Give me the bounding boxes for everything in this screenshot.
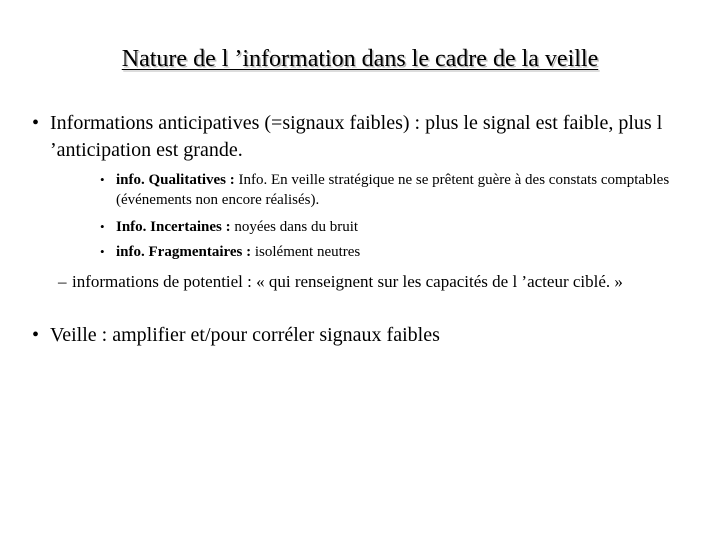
sub-bullet-desc: noyées dans du bruit xyxy=(230,219,359,235)
bullet-veille xyxy=(32,322,692,349)
bullet-marker: • xyxy=(32,112,40,134)
bullet-anticipatives xyxy=(32,110,692,164)
bullet-text: Informations anticipatives (=signaux faibles) : plus le signal est faible, plus l ’anticipation est grande. xyxy=(50,112,663,161)
sub-bullet-incertaines xyxy=(100,217,680,237)
sub-bullet-term: info. Fragmentaires : xyxy=(116,244,252,260)
sub-bullet-term: info. Qualitatives : xyxy=(116,172,235,188)
dash-marker: – xyxy=(58,272,67,291)
sub-bullet-term: Info. Incertaines : xyxy=(116,219,231,235)
sub-bullet-fragmentaires xyxy=(100,242,680,262)
dash-text: informations de potentiel : « qui renseignent sur les capacités de l ’acteur ciblé. » xyxy=(72,272,623,291)
sub-bullet-text xyxy=(116,217,680,237)
dash-item-potentiel xyxy=(58,270,678,293)
bullet-text: Veille : amplifier et/pour corréler signaux faibles xyxy=(50,324,440,346)
bullet-marker: • xyxy=(32,324,40,346)
sub-bullet-marker: • xyxy=(100,172,105,187)
sub-bullet-text xyxy=(116,242,680,262)
sub-bullet-desc: isolément neutres xyxy=(251,244,361,260)
sub-bullet-marker: • xyxy=(100,219,105,234)
sub-bullet-text xyxy=(116,170,680,210)
sub-bullet-qualitatives xyxy=(100,170,680,210)
sub-bullet-marker: • xyxy=(100,244,105,259)
slide-title: Nature de l ’information dans le cadre de la veille xyxy=(121,46,599,72)
sub-bullet-desc: Info. En veille stratégique ne se prêtent guère à des constats comptables (événements non encore réalisés). xyxy=(116,172,670,208)
